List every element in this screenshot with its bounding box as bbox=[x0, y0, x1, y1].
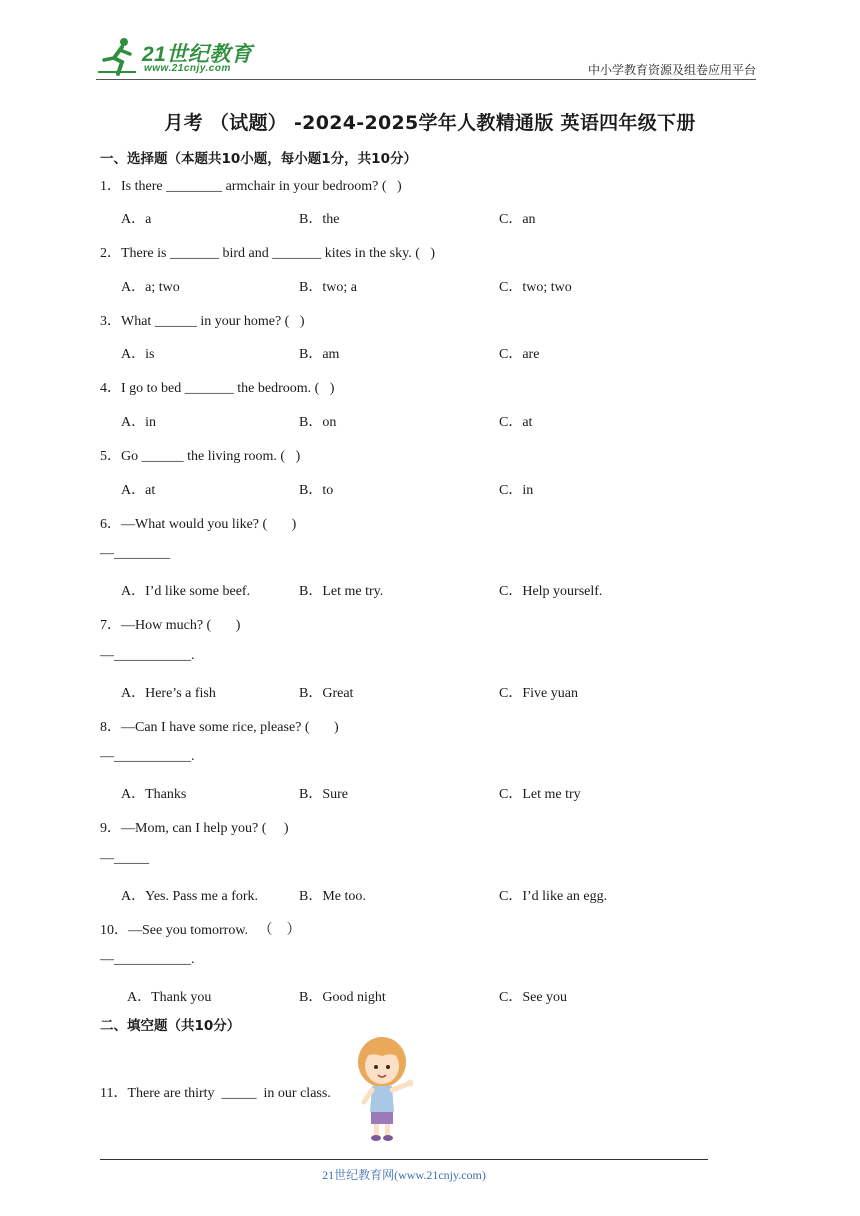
option-b: B．am bbox=[299, 347, 340, 362]
option-b: B．Sure bbox=[299, 787, 348, 802]
header-divider bbox=[96, 79, 756, 80]
option-c: C．in bbox=[499, 483, 534, 498]
option-c: C．I’d like an egg. bbox=[499, 889, 608, 904]
answer-blank: —_____ bbox=[100, 851, 149, 866]
option-c: C．are bbox=[499, 347, 540, 362]
answer-blank: —___________. bbox=[100, 648, 195, 663]
option-a: A．Thank you bbox=[127, 990, 212, 1005]
option-a: A．Here’s a fish bbox=[121, 686, 216, 701]
option-a: A．Yes. Pass me a fork. bbox=[121, 889, 259, 904]
option-b: B．Good night bbox=[299, 990, 386, 1005]
footer-link[interactable]: 21世纪教育网(www.21cnjy.com) bbox=[322, 1168, 486, 1182]
footer-divider bbox=[100, 1159, 708, 1160]
option-b: B．to bbox=[299, 483, 334, 498]
option-a: A．a; two bbox=[121, 280, 180, 295]
question-stem: 1．Is there ________ armchair in your bedroom? ( ) bbox=[100, 179, 402, 194]
option-b: B．Great bbox=[299, 686, 354, 701]
question-stem: 9．—Mom, can I help you? ( ) bbox=[100, 821, 289, 836]
section-heading-choice: 一、选择题（本题共10小题，每小题1分，共10分） bbox=[100, 151, 417, 167]
answer-blank: —________ bbox=[100, 546, 170, 561]
question-stem: 8．—Can I have some rice, please? ( ) bbox=[100, 720, 339, 735]
option-c: C．Help yourself. bbox=[499, 584, 603, 599]
option-a: A．Thanks bbox=[121, 787, 187, 802]
platform-name: 中小学教育资源及组卷应用平台 bbox=[587, 63, 756, 77]
option-b: B．on bbox=[299, 415, 337, 430]
question-stem: 11．There are thirty _____ in our class. bbox=[100, 1086, 331, 1101]
option-a: A．at bbox=[121, 483, 156, 498]
option-b: B．Me too. bbox=[299, 889, 366, 904]
option-b: B．the bbox=[299, 212, 340, 227]
option-c: C．See you bbox=[499, 990, 568, 1005]
question-stem: 2．There is _______ bird and _______ kites in the sky. ( ) bbox=[100, 246, 436, 261]
runner-logo-icon bbox=[96, 36, 140, 80]
option-b: B．two; a bbox=[299, 280, 357, 295]
option-a: A．I’d like some beef. bbox=[121, 584, 251, 599]
question-stem: 6．—What would you like? ( ) bbox=[100, 517, 297, 532]
question-stem: 3．What ______ in your home? ( ) bbox=[100, 314, 305, 329]
logo-url: www.21cnjy.com bbox=[144, 63, 231, 74]
site-logo bbox=[96, 36, 266, 80]
option-b: B．Let me try. bbox=[299, 584, 384, 599]
page-title: 月考 （试题） -2024-2025学年人教精通版 英语四年级下册 bbox=[164, 112, 696, 134]
option-a: A．in bbox=[121, 415, 156, 430]
option-c: C．an bbox=[499, 212, 536, 227]
question-stem: 5．Go ______ the living room. ( ) bbox=[100, 449, 301, 464]
section-heading-fill-in: 二、填空题（共10分） bbox=[100, 1018, 241, 1034]
option-a: A．is bbox=[121, 347, 155, 362]
option-c: C．Let me try bbox=[499, 787, 581, 802]
option-c: C．Five yuan bbox=[499, 686, 578, 701]
answer-blank: —___________. bbox=[100, 749, 195, 764]
option-c: C．two; two bbox=[499, 280, 572, 295]
question-stem: 10．—See you tomorrow. （ ） bbox=[100, 923, 301, 938]
logo-text: 21世纪教育 bbox=[142, 43, 253, 66]
question-stem: 4．I go to bed _______ the bedroom. ( ) bbox=[100, 381, 335, 396]
girl-illustration bbox=[352, 1036, 418, 1142]
question-stem: 7．—How much? ( ) bbox=[100, 618, 241, 633]
option-c: C．at bbox=[499, 415, 533, 430]
answer-blank: —___________. bbox=[100, 952, 195, 967]
option-a: A．a bbox=[121, 212, 152, 227]
